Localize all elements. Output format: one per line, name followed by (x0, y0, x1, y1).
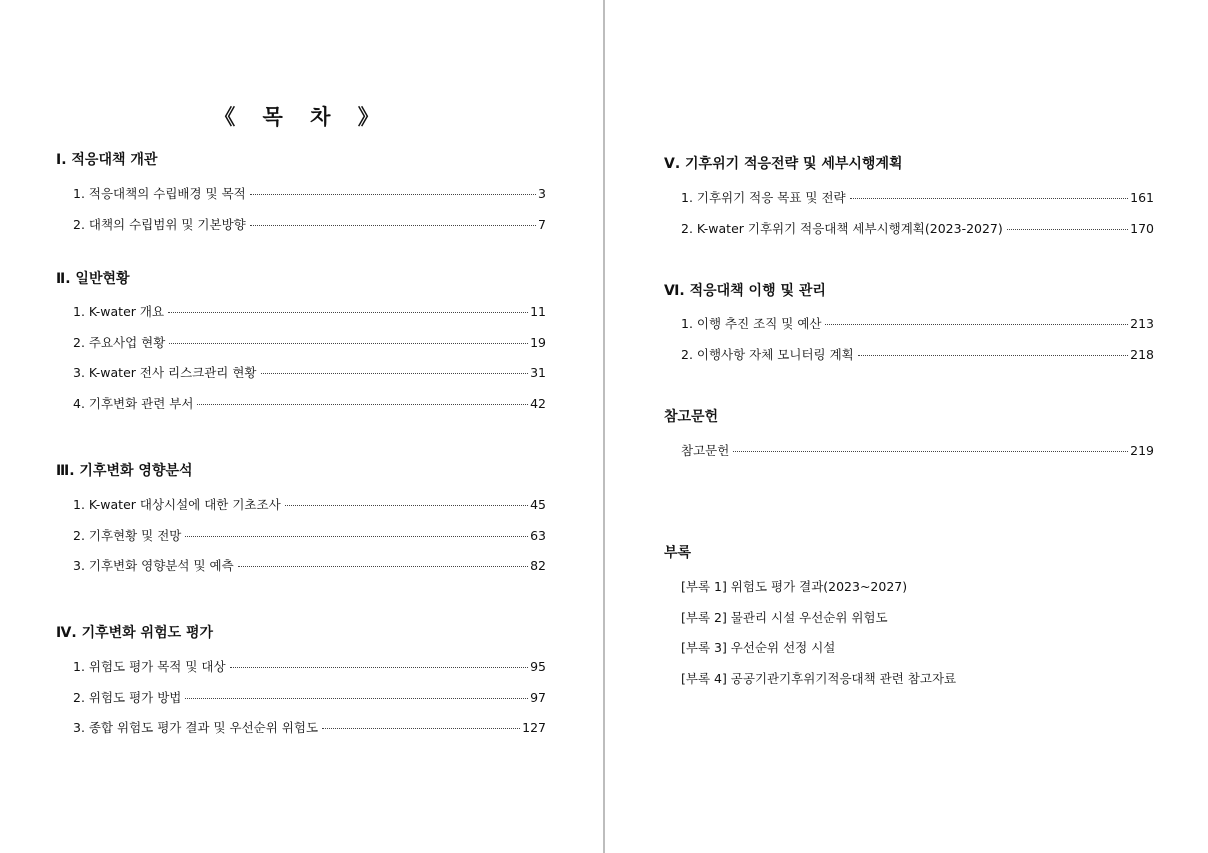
dot-leader (825, 324, 1128, 325)
entry-label: 2. 이행사항 자체 모니터링 계획 (681, 346, 854, 362)
dot-leader (250, 225, 536, 226)
toc-section-references (664, 407, 1154, 472)
dot-leader (238, 566, 528, 567)
dot-leader (850, 198, 1129, 199)
entry-page-number: 45 (530, 497, 546, 512)
section-heading: 참고문헌 (664, 409, 719, 425)
entry-label: 3. 기후변화 영향분석 및 예측 (73, 558, 234, 574)
toc-section-6 (664, 281, 1154, 375)
toc-entry[interactable] (681, 188, 1154, 219)
section-heading: Ⅲ. 기후변화 영향분석 (56, 463, 193, 479)
entry-label: 1. K-water 개요 (73, 304, 165, 319)
entry-list (664, 441, 1154, 472)
entry-label: 1. K-water 대상시설에 대한 기초조사 (73, 497, 281, 512)
entry-page-number: 42 (530, 396, 546, 412)
entry-label: 1. 이행 추진 조직 및 예산 (681, 316, 822, 331)
dot-leader (733, 451, 1128, 452)
entry-page-number: 127 (522, 720, 546, 736)
entry-page-number: 218 (1130, 346, 1154, 362)
dot-leader (168, 312, 528, 313)
entry-label: 3. K-water 전사 리스크관리 현황 (73, 365, 257, 381)
toc-entry[interactable] (73, 215, 546, 246)
dot-leader (197, 404, 528, 405)
entry-list (56, 657, 546, 749)
entry-page-number: 7 (538, 216, 546, 232)
section-heading: Ⅰ. 적응대책 개관 (56, 152, 158, 168)
toc-entry[interactable] (681, 345, 1154, 376)
toc-entry[interactable] (73, 184, 546, 215)
entry-label: 1. 적응대책의 수립배경 및 목적 (73, 186, 246, 201)
entry-page-number: 161 (1130, 190, 1154, 205)
entry-page-number: 219 (1130, 443, 1154, 458)
dot-leader (250, 194, 536, 195)
dot-leader (1007, 229, 1128, 230)
toc-entry[interactable] (73, 688, 546, 719)
entry-label: 참고문헌 (681, 443, 730, 458)
toc-section-5 (664, 154, 1154, 249)
dot-leader (285, 505, 528, 506)
section-heading: 부록 (664, 545, 692, 561)
entry-page-number: 213 (1130, 316, 1154, 331)
appendix-item[interactable]: [부록 4] 공공기관기후위기적응대책 관련 참고자료 (681, 670, 957, 686)
entry-list (664, 188, 1154, 249)
dot-leader (185, 698, 528, 699)
entry-label: 2. 위험도 평가 방법 (73, 689, 182, 705)
dot-leader (858, 355, 1128, 356)
appendix-list (664, 577, 1154, 699)
entry-label: 1. 기후위기 적응 목표 및 전략 (681, 190, 846, 205)
appendix-item[interactable]: [부록 3] 우선순위 선정 시설 (681, 640, 836, 655)
entry-list (664, 314, 1154, 375)
toc-section-3 (56, 461, 546, 587)
toc-entry[interactable] (73, 495, 546, 526)
section-heading: Ⅱ. 일반현황 (56, 271, 130, 287)
dot-leader (185, 536, 528, 537)
toc-entry[interactable] (73, 394, 546, 425)
dot-leader (169, 343, 528, 344)
toc-entry[interactable] (73, 657, 546, 688)
toc-entry[interactable] (73, 556, 546, 587)
entry-list (56, 302, 546, 425)
left-page (0, 0, 603, 853)
toc-entry[interactable] (73, 363, 546, 394)
entry-label: 3. 종합 위험도 평가 결과 및 우선순위 위험도 (73, 720, 319, 736)
toc-section-appendix (664, 543, 1154, 699)
section-heading: Ⅵ. 적응대책 이행 및 관리 (664, 283, 826, 299)
toc-title: 《 목 차 》 (214, 105, 389, 129)
toc-entry[interactable] (681, 441, 1154, 472)
section-heading: Ⅳ. 기후변화 위험도 평가 (56, 625, 214, 641)
entry-list (56, 495, 546, 587)
entry-page-number: 3 (538, 186, 546, 201)
entry-page-number: 82 (530, 558, 546, 574)
entry-page-number: 19 (530, 334, 546, 350)
toc-section-1 (56, 150, 546, 245)
right-page (605, 0, 1208, 853)
toc-section-4 (56, 623, 546, 749)
entry-page-number: 170 (1130, 220, 1154, 236)
toc-entry[interactable] (73, 302, 546, 333)
toc-entry[interactable] (73, 526, 546, 557)
entry-page-number: 31 (530, 365, 546, 381)
entry-label: 4. 기후변화 관련 부서 (73, 396, 194, 412)
entry-page-number: 97 (530, 689, 546, 705)
entry-label: 2. 기후현황 및 전망 (73, 527, 182, 543)
entry-list (56, 184, 546, 245)
entry-label: 2. K-water 기후위기 적응대책 세부시행계획(2023-2027) (681, 220, 1003, 236)
entry-label: 2. 대책의 수립범위 및 기본방향 (73, 216, 246, 232)
dot-leader (230, 667, 529, 668)
entry-label: 2. 주요사업 현황 (73, 334, 166, 350)
appendix-item[interactable]: [부록 1] 위험도 평가 결과(2023~2027) (681, 579, 908, 594)
toc-section-2 (56, 269, 546, 425)
dot-leader (261, 373, 529, 374)
entry-page-number: 63 (530, 527, 546, 543)
entry-label: 1. 위험도 평가 목적 및 대상 (73, 659, 226, 674)
toc-entry[interactable] (73, 718, 546, 749)
dot-leader (322, 728, 520, 729)
toc-entry[interactable] (73, 333, 546, 364)
entry-page-number: 95 (530, 659, 546, 674)
entry-page-number: 11 (530, 304, 546, 319)
toc-entry[interactable] (681, 219, 1154, 250)
section-heading: Ⅴ. 기후위기 적응전략 및 세부시행계획 (664, 156, 903, 172)
appendix-item[interactable]: [부록 2] 물관리 시설 우선순위 위험도 (681, 609, 888, 625)
toc-entry[interactable] (681, 314, 1154, 345)
